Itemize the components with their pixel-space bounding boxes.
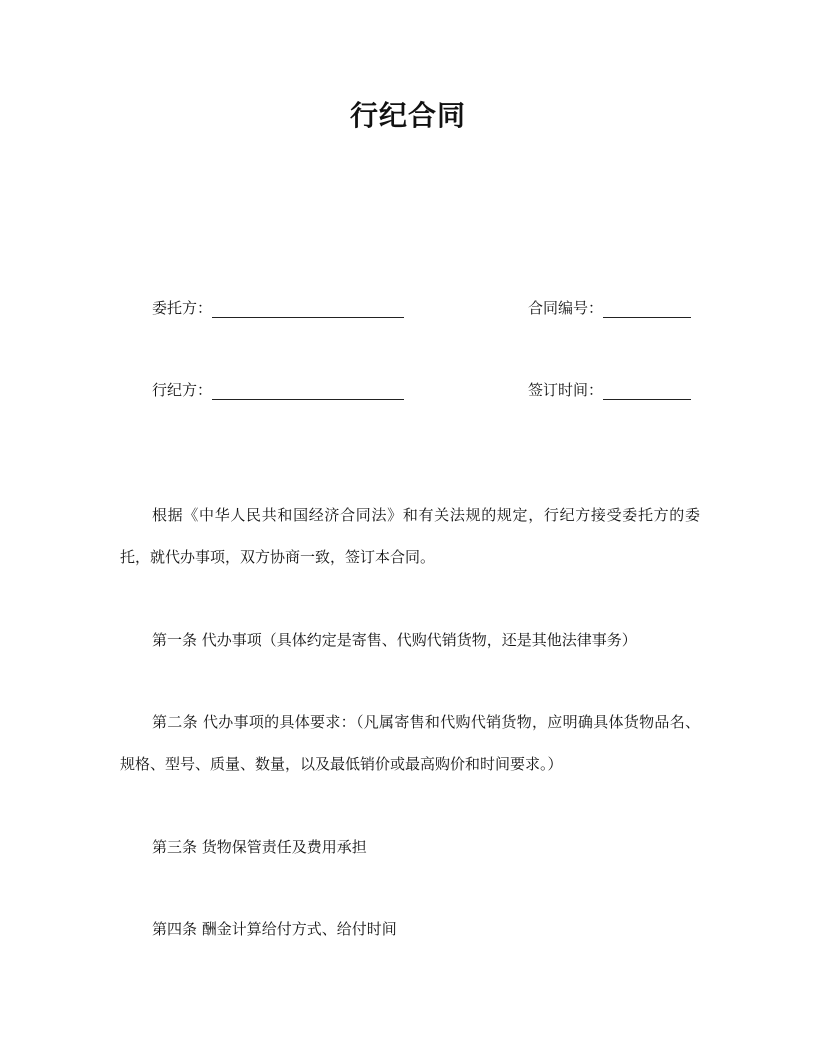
article-2: 第二条 代办事项的具体要求：（凡属寄售和代购代销货物，应明确具体货物品名、规格、型号、质量、数量，以及最低销价或最高购价和时间要求。）: [120, 713, 700, 773]
sign-date-field: [528, 380, 691, 400]
client-label: 委托方：: [152, 299, 213, 317]
sign-date-label: 签订时间：: [528, 381, 604, 399]
client-blank[interactable]: [212, 301, 404, 318]
contract-number-blank[interactable]: [603, 301, 691, 318]
sign-date-blank[interactable]: [603, 383, 691, 400]
agent-field: [152, 380, 404, 400]
contract-number-field: [528, 298, 691, 318]
document-title: 行纪合同: [349, 99, 466, 132]
contract-number-label: 合同编号：: [528, 299, 604, 317]
agent-label: 行纪方：: [152, 381, 213, 399]
article-3: 第三条 货物保管责任及费用承担: [152, 838, 367, 856]
article-4: 第四条 酬金计算给付方式、给付时间: [152, 920, 397, 938]
client-field: [152, 298, 404, 318]
preamble-paragraph: 根据《中华人民共和国经济合同法》和有关法规的规定，行纪方接受委托方的委托，就代办事项，双方协商一致，签订本合同。: [120, 506, 700, 566]
article-1: 第一条 代办事项（具体约定是寄售、代购代销货物，还是其他法律事务）: [152, 631, 637, 649]
agent-blank[interactable]: [212, 383, 404, 400]
